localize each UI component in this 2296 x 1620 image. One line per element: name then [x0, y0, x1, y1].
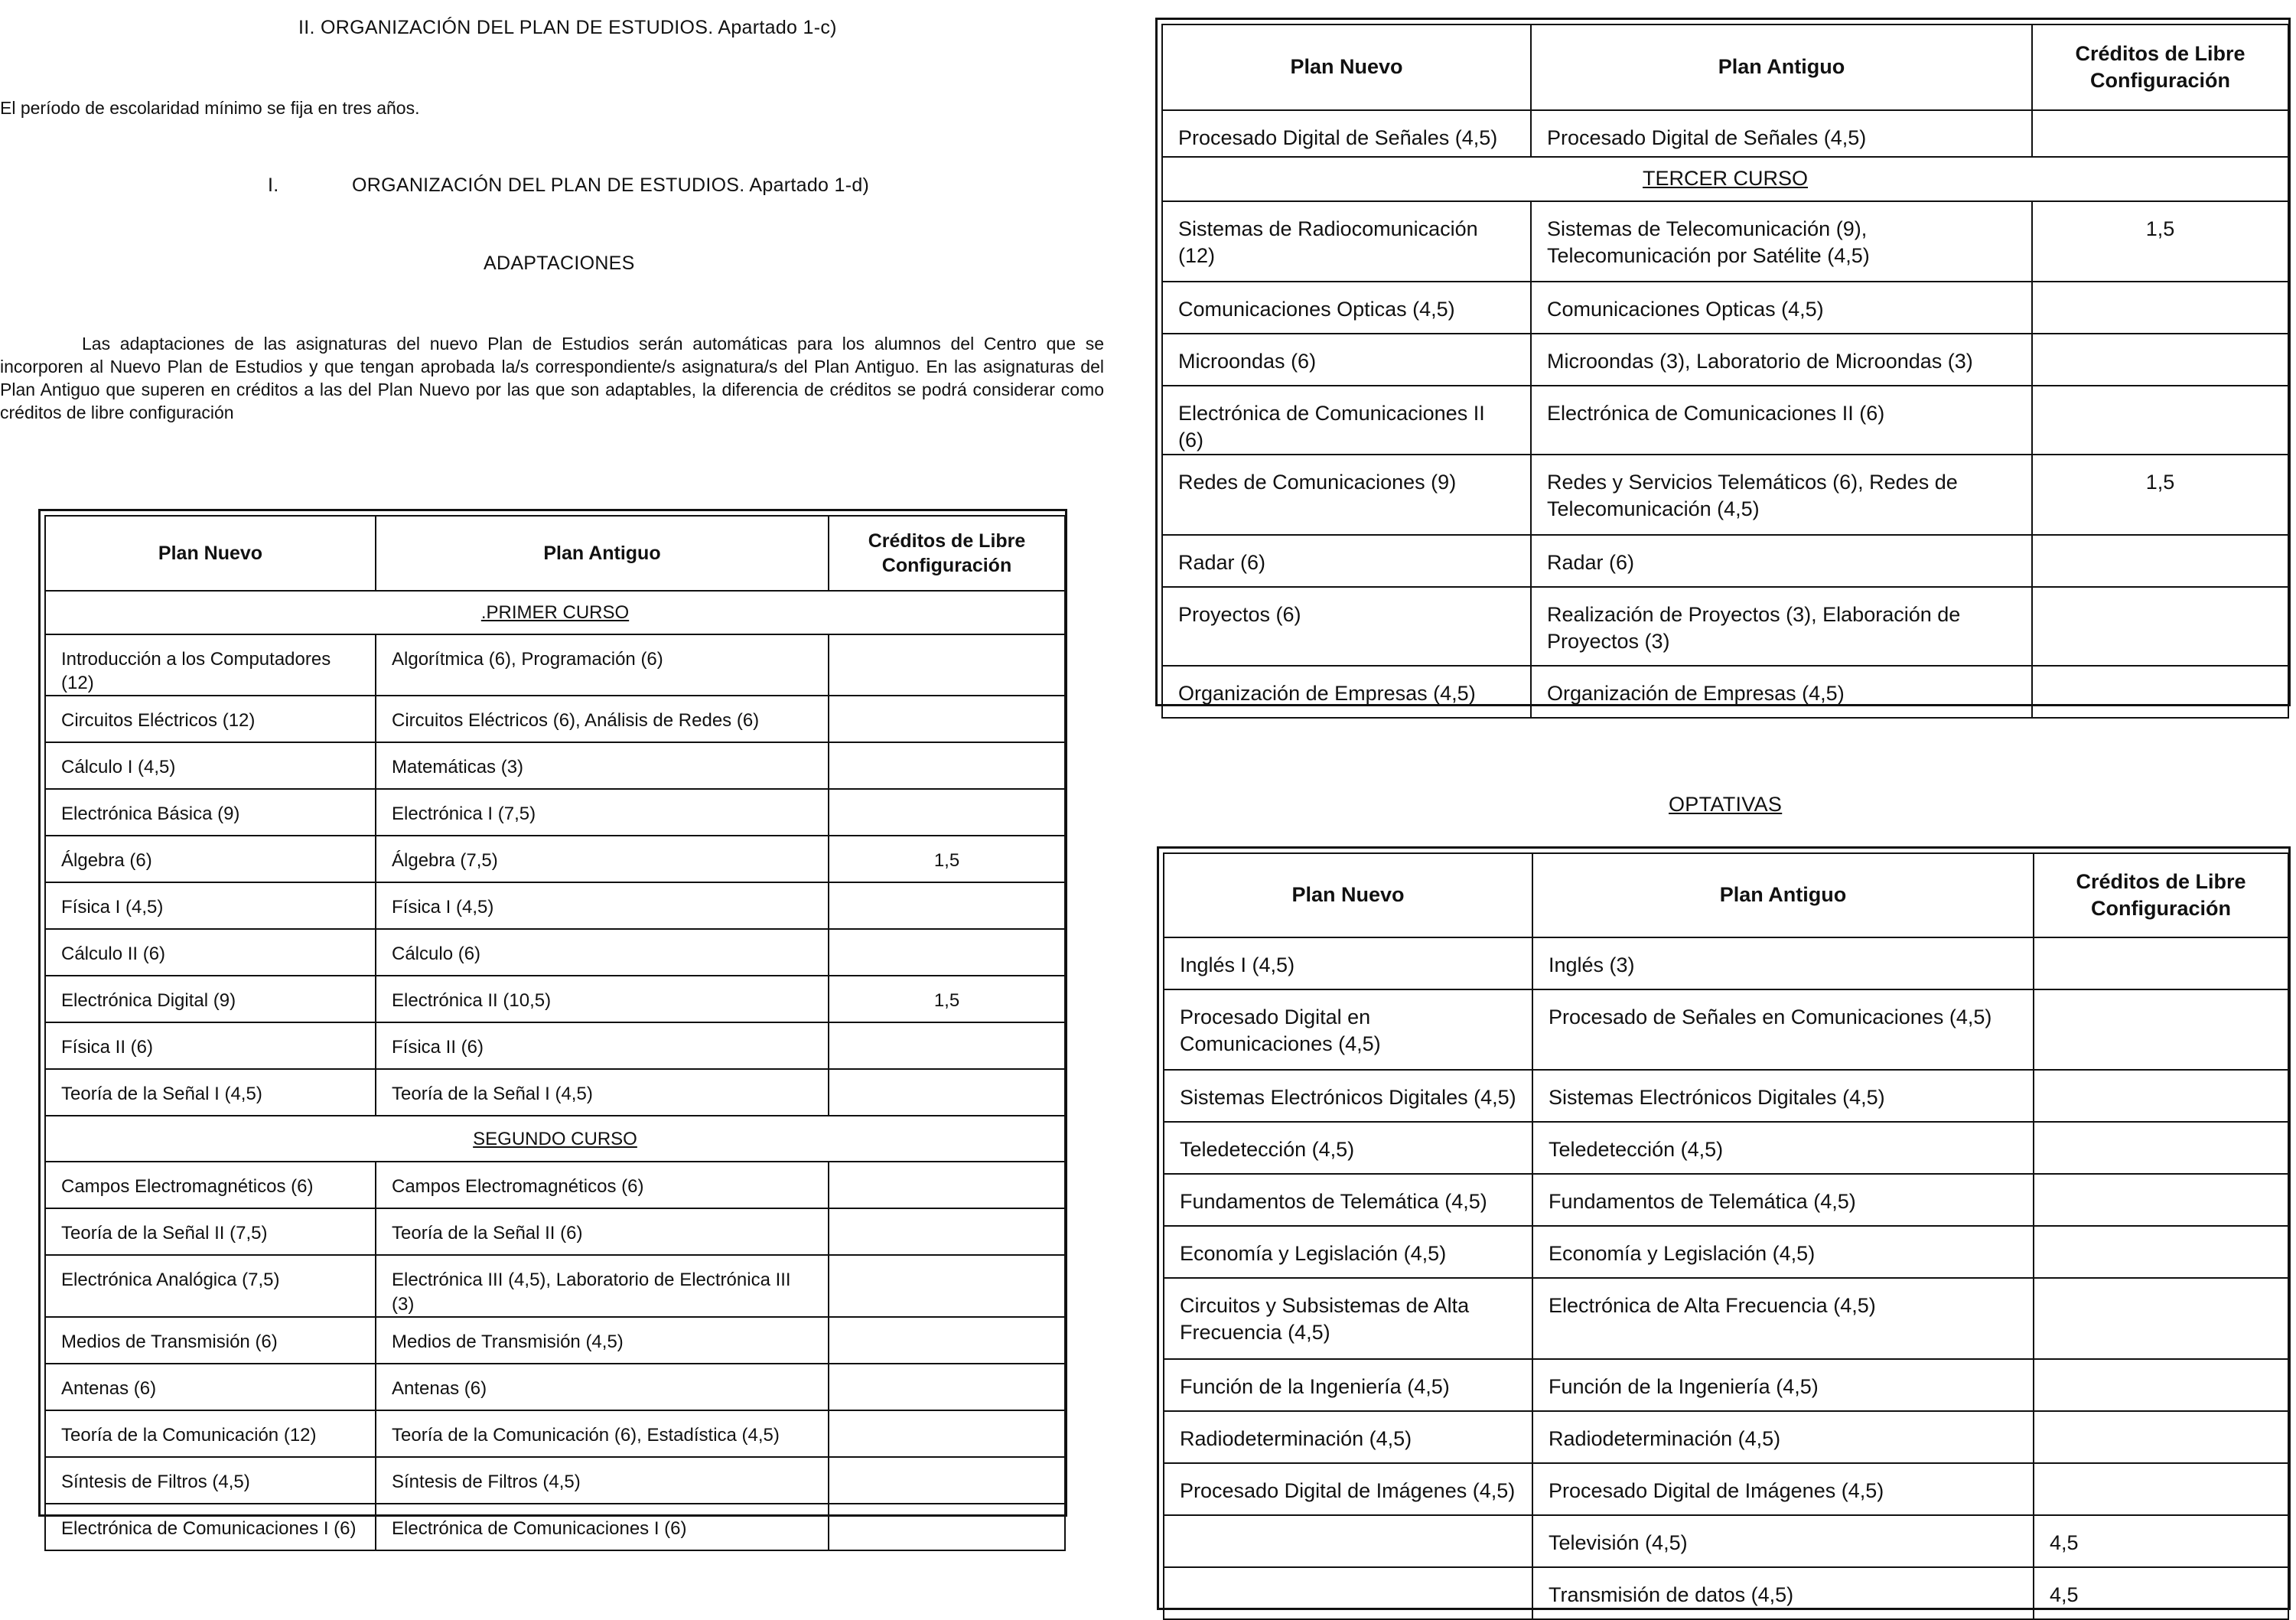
- table-row: [45, 1457, 1065, 1504]
- table-row: [1162, 334, 2288, 386]
- adaptaciones-title: ADAPTACIONES: [484, 253, 635, 274]
- plan-antiguo-cell: Teledetección (4,5): [1532, 1122, 2034, 1174]
- plan-antiguo-cell: Síntesis de Filtros (4,5): [376, 1457, 829, 1504]
- creditos-cell: [2032, 386, 2288, 455]
- plan-nuevo-cell: Circuitos Eléctricos (12): [45, 696, 376, 742]
- plan-antiguo-cell: Campos Electromagnéticos (6): [376, 1162, 829, 1208]
- plan-nuevo-cell: Álgebra (6): [45, 836, 376, 882]
- plan-antiguo-cell: Organización de Empresas (4,5): [1531, 666, 2032, 718]
- table-row: [1164, 1226, 2288, 1278]
- adaptation-table-primer-segundo: [38, 509, 1067, 1539]
- table-row: [1164, 1278, 2288, 1359]
- table-row: [1164, 1359, 2288, 1411]
- table-row: [45, 742, 1065, 789]
- plan-antiguo-cell: Teoría de la Comunicación (6), Estadística (4,5): [376, 1410, 829, 1457]
- plan-nuevo-cell: Electrónica Básica (9): [45, 789, 376, 836]
- creditos-cell: [829, 1457, 1065, 1504]
- table-header-row: [1162, 24, 2288, 110]
- plan-nuevo-cell: Antenas (6): [45, 1364, 376, 1410]
- heading-organizacion-1d: ORGANIZACIÓN DEL PLAN DE ESTUDIOS. Apartado 1-d): [352, 174, 870, 196]
- plan-nuevo-cell: Electrónica de Comunicaciones II (6): [1162, 386, 1531, 455]
- section-title-cell: [1162, 157, 2288, 201]
- creditos-cell: [2034, 989, 2288, 1070]
- table-2: [1161, 24, 2289, 719]
- creditos-cell: [2034, 937, 2288, 989]
- table-row: [1162, 201, 2288, 282]
- section-title: TERCER CURSO: [1642, 167, 1808, 191]
- plan-nuevo-cell: Física I (4,5): [45, 882, 376, 929]
- creditos-cell: [829, 1022, 1065, 1069]
- table-row: [45, 1504, 1065, 1550]
- table-row: [45, 1162, 1065, 1208]
- creditos-cell: [829, 789, 1065, 836]
- table-row: [1162, 666, 2288, 718]
- plan-nuevo-cell: Redes de Comunicaciones (9): [1162, 455, 1531, 535]
- plan-antiguo-cell: Sistemas de Telecomunicación (9), Telecomunicación por Satélite (4,5): [1531, 201, 2032, 282]
- creditos-cell: [2034, 1070, 2288, 1122]
- table-row: [1164, 1070, 2288, 1122]
- plan-nuevo-cell: Electrónica Digital (9): [45, 976, 376, 1022]
- plan-nuevo-cell: Cálculo II (6): [45, 929, 376, 976]
- creditos-cell: 1,5: [829, 836, 1065, 882]
- plan-antiguo-cell: Cálculo (6): [376, 929, 829, 976]
- plan-antiguo-cell: Realización de Proyectos (3), Elaboración de Proyectos (3): [1531, 587, 2032, 666]
- creditos-cell: [2034, 1122, 2288, 1174]
- plan-nuevo-cell: Teoría de la Señal II (7,5): [45, 1208, 376, 1255]
- adaptaciones-paragraph: Las adaptaciones de las asignaturas del nuevo Plan de Estudios serán automáticas para los alumnos del Centro que se incorporen al Nuevo Plan de Estudios y que tengan aprobada la/s correspondiente/s asignatura/s del Plan Antiguo. En las asignaturas del Plan Antiguo que superen en créditos a las del Plan Nuevo por las que son adaptables, la diferencia de créditos se podrá considerar como créditos de libre configuración: [0, 334, 1104, 422]
- plan-nuevo-cell: Síntesis de Filtros (4,5): [45, 1457, 376, 1504]
- plan-nuevo-cell: Circuitos y Subsistemas de Alta Frecuencia (4,5): [1164, 1278, 1532, 1359]
- creditos-cell: 4,5: [2034, 1515, 2288, 1567]
- table-row: [1164, 937, 2288, 989]
- table-row: [1164, 1411, 2288, 1463]
- creditos-cell: [2032, 334, 2288, 386]
- plan-nuevo-cell: Campos Electromagnéticos (6): [45, 1162, 376, 1208]
- plan-antiguo-cell: Electrónica III (4,5), Laboratorio de Electrónica III (3): [376, 1255, 829, 1316]
- table-row: [45, 1410, 1065, 1457]
- table-row: [45, 836, 1065, 882]
- section-title: SEGUNDO CURSO: [473, 1128, 637, 1149]
- plan-nuevo-cell: Electrónica Analógica (7,5): [45, 1255, 376, 1316]
- plan-antiguo-cell: Economía y Legislación (4,5): [1532, 1226, 2034, 1278]
- creditos-cell: 1,5: [829, 976, 1065, 1022]
- creditos-cell: [829, 1364, 1065, 1410]
- plan-nuevo-cell: Introducción a los Computadores (12): [45, 634, 376, 696]
- plan-nuevo-cell: [1164, 1515, 1532, 1567]
- plan-nuevo-cell: Teoría de la Comunicación (12): [45, 1410, 376, 1457]
- plan-nuevo-cell: Procesado Digital de Señales (4,5): [1162, 110, 1531, 157]
- table-row: [1164, 1122, 2288, 1174]
- plan-nuevo-cell: Organización de Empresas (4,5): [1162, 666, 1531, 718]
- creditos-cell: [2034, 1174, 2288, 1226]
- table-row: [1162, 110, 2288, 157]
- header-plan-antiguo: Plan Antiguo: [376, 516, 829, 591]
- creditos-cell: [2032, 587, 2288, 666]
- plan-antiguo-cell: Radar (6): [1531, 535, 2032, 587]
- header-creditos: Créditos de Libre Configuración: [2032, 24, 2288, 110]
- plan-antiguo-cell: Fundamentos de Telemática (4,5): [1532, 1174, 2034, 1226]
- plan-antiguo-cell: Matemáticas (3): [376, 742, 829, 789]
- creditos-cell: [829, 1317, 1065, 1364]
- plan-antiguo-cell: Procesado Digital de Señales (4,5): [1531, 110, 2032, 157]
- plan-nuevo-cell: Física II (6): [45, 1022, 376, 1069]
- plan-antiguo-cell: Radiodeterminación (4,5): [1532, 1411, 2034, 1463]
- creditos-cell: [829, 1208, 1065, 1255]
- table-row: [45, 929, 1065, 976]
- table-3: [1163, 852, 2289, 1620]
- table-row: [45, 882, 1065, 929]
- section-row: [45, 1116, 1065, 1162]
- plan-nuevo-cell: Procesado Digital en Comunicaciones (4,5): [1164, 989, 1532, 1070]
- plan-nuevo-cell: Teledetección (4,5): [1164, 1122, 1532, 1174]
- plan-antiguo-cell: Física II (6): [376, 1022, 829, 1069]
- creditos-cell: [2034, 1359, 2288, 1411]
- plan-antiguo-cell: Álgebra (7,5): [376, 836, 829, 882]
- table-row: [1162, 282, 2288, 334]
- header-creditos: Créditos de Libre Configuración: [829, 516, 1065, 591]
- table-row: [45, 696, 1065, 742]
- section-title-cell: [45, 1116, 1065, 1162]
- plan-antiguo-cell: Electrónica de Comunicaciones II (6): [1531, 386, 2032, 455]
- plan-antiguo-cell: Procesado de Señales en Comunicaciones (4,5): [1532, 989, 2034, 1070]
- table-row: [45, 1022, 1065, 1069]
- creditos-cell: [829, 1069, 1065, 1116]
- table-row: [45, 1255, 1065, 1316]
- header-plan-nuevo: Plan Nuevo: [45, 516, 376, 591]
- table-row: [45, 634, 1065, 696]
- creditos-cell: [2032, 535, 2288, 587]
- plan-antiguo-cell: Inglés (3): [1532, 937, 2034, 989]
- plan-nuevo-cell: Comunicaciones Opticas (4,5): [1162, 282, 1531, 334]
- plan-antiguo-cell: Sistemas Electrónicos Digitales (4,5): [1532, 1070, 2034, 1122]
- header-plan-nuevo: Plan Nuevo: [1162, 24, 1531, 110]
- table-row: [1164, 1515, 2288, 1567]
- creditos-cell: [2034, 1226, 2288, 1278]
- creditos-cell: [2032, 282, 2288, 334]
- section-row: [1162, 157, 2288, 201]
- section-title: .PRIMER CURSO: [480, 601, 630, 623]
- plan-antiguo-cell: Circuitos Eléctricos (6), Análisis de Redes (6): [376, 696, 829, 742]
- plan-nuevo-cell: Medios de Transmisión (6): [45, 1317, 376, 1364]
- table-row: [1162, 587, 2288, 666]
- header-plan-antiguo: Plan Antiguo: [1531, 24, 2032, 110]
- plan-antiguo-cell: Redes y Servicios Telemáticos (6), Redes de Telecomunicación (4,5): [1531, 455, 2032, 535]
- creditos-cell: [2034, 1463, 2288, 1515]
- table-header-row: [45, 516, 1065, 591]
- table-1: [44, 515, 1066, 1551]
- table-row: [45, 1069, 1065, 1116]
- adaptation-table-optativas: [1157, 846, 2291, 1610]
- plan-antiguo-cell: Microondas (3), Laboratorio de Microondas (3): [1531, 334, 2032, 386]
- plan-antiguo-cell: Electrónica I (7,5): [376, 789, 829, 836]
- plan-nuevo-cell: Sistemas Electrónicos Digitales (4,5): [1164, 1070, 1532, 1122]
- table-row: [1164, 1174, 2288, 1226]
- creditos-cell: [829, 1255, 1065, 1316]
- plan-antiguo-cell: Antenas (6): [376, 1364, 829, 1410]
- plan-nuevo-cell: Sistemas de Radiocomunicación (12): [1162, 201, 1531, 282]
- plan-antiguo-cell: Algorítmica (6), Programación (6): [376, 634, 829, 696]
- plan-nuevo-cell: [1164, 1567, 1532, 1619]
- table-row: [45, 1364, 1065, 1410]
- plan-antiguo-cell: Teoría de la Señal I (4,5): [376, 1069, 829, 1116]
- heading-number-i: I.: [268, 174, 279, 196]
- creditos-cell: 1,5: [2032, 201, 2288, 282]
- creditos-cell: [2034, 1278, 2288, 1359]
- plan-nuevo-cell: Teoría de la Señal I (4,5): [45, 1069, 376, 1116]
- creditos-cell: [2034, 1411, 2288, 1463]
- plan-antiguo-cell: Transmisión de datos (4,5): [1532, 1567, 2034, 1619]
- plan-nuevo-cell: Proyectos (6): [1162, 587, 1531, 666]
- plan-nuevo-cell: Electrónica de Comunicaciones I (6): [45, 1504, 376, 1550]
- table-row: [1164, 989, 2288, 1070]
- plan-antiguo-cell: Teoría de la Señal II (6): [376, 1208, 829, 1255]
- plan-nuevo-cell: Cálculo I (4,5): [45, 742, 376, 789]
- creditos-cell: [2032, 666, 2288, 718]
- table-row: [1162, 535, 2288, 587]
- plan-antiguo-cell: Física I (4,5): [376, 882, 829, 929]
- adaptation-table-tercer: [1155, 18, 2291, 706]
- plan-nuevo-cell: Inglés I (4,5): [1164, 937, 1532, 989]
- creditos-cell: [2032, 110, 2288, 157]
- table-row: [45, 789, 1065, 836]
- plan-antiguo-cell: Función de la Ingeniería (4,5): [1532, 1359, 2034, 1411]
- plan-antiguo-cell: Televisión (4,5): [1532, 1515, 2034, 1567]
- creditos-cell: [829, 1410, 1065, 1457]
- creditos-cell: [829, 1504, 1065, 1550]
- creditos-cell: [829, 1162, 1065, 1208]
- section-title-cell: [45, 591, 1065, 634]
- plan-nuevo-cell: Función de la Ingeniería (4,5): [1164, 1359, 1532, 1411]
- creditos-cell: [829, 929, 1065, 976]
- plan-nuevo-cell: Microondas (6): [1162, 334, 1531, 386]
- plan-antiguo-cell: Procesado Digital de Imágenes (4,5): [1532, 1463, 2034, 1515]
- plan-antiguo-cell: Electrónica II (10,5): [376, 976, 829, 1022]
- table-row: [1162, 455, 2288, 535]
- header-creditos: Créditos de Libre Configuración: [2034, 853, 2288, 937]
- creditos-cell: [829, 882, 1065, 929]
- table-row: [1164, 1463, 2288, 1515]
- plan-antiguo-cell: Comunicaciones Opticas (4,5): [1531, 282, 2032, 334]
- table-header-row: [1164, 853, 2288, 937]
- creditos-cell: 4,5: [2034, 1567, 2288, 1619]
- header-plan-antiguo: Plan Antiguo: [1532, 853, 2034, 937]
- creditos-cell: 1,5: [2032, 455, 2288, 535]
- table-row: [1164, 1567, 2288, 1619]
- table-row: [45, 1317, 1065, 1364]
- periodo-escolaridad-text: El período de escolaridad mínimo se fija en tres años.: [0, 98, 420, 118]
- table-row: [1162, 386, 2288, 455]
- plan-antiguo-cell: Electrónica de Comunicaciones I (6): [376, 1504, 829, 1550]
- creditos-cell: [829, 634, 1065, 696]
- section-row: [45, 591, 1065, 634]
- plan-nuevo-cell: Fundamentos de Telemática (4,5): [1164, 1174, 1532, 1226]
- plan-antiguo-cell: Medios de Transmisión (4,5): [376, 1317, 829, 1364]
- plan-nuevo-cell: Radiodeterminación (4,5): [1164, 1411, 1532, 1463]
- plan-nuevo-cell: Economía y Legislación (4,5): [1164, 1226, 1532, 1278]
- heading-organizacion-1c: II. ORGANIZACIÓN DEL PLAN DE ESTUDIOS. Apartado 1-c): [298, 17, 837, 38]
- plan-antiguo-cell: Electrónica de Alta Frecuencia (4,5): [1532, 1278, 2034, 1359]
- plan-nuevo-cell: Radar (6): [1162, 535, 1531, 587]
- creditos-cell: [829, 742, 1065, 789]
- optativas-title: OPTATIVAS: [1669, 793, 1783, 816]
- plan-nuevo-cell: Procesado Digital de Imágenes (4,5): [1164, 1463, 1532, 1515]
- header-plan-nuevo: Plan Nuevo: [1164, 853, 1532, 937]
- table-row: [45, 976, 1065, 1022]
- creditos-cell: [829, 696, 1065, 742]
- table-row: [45, 1208, 1065, 1255]
